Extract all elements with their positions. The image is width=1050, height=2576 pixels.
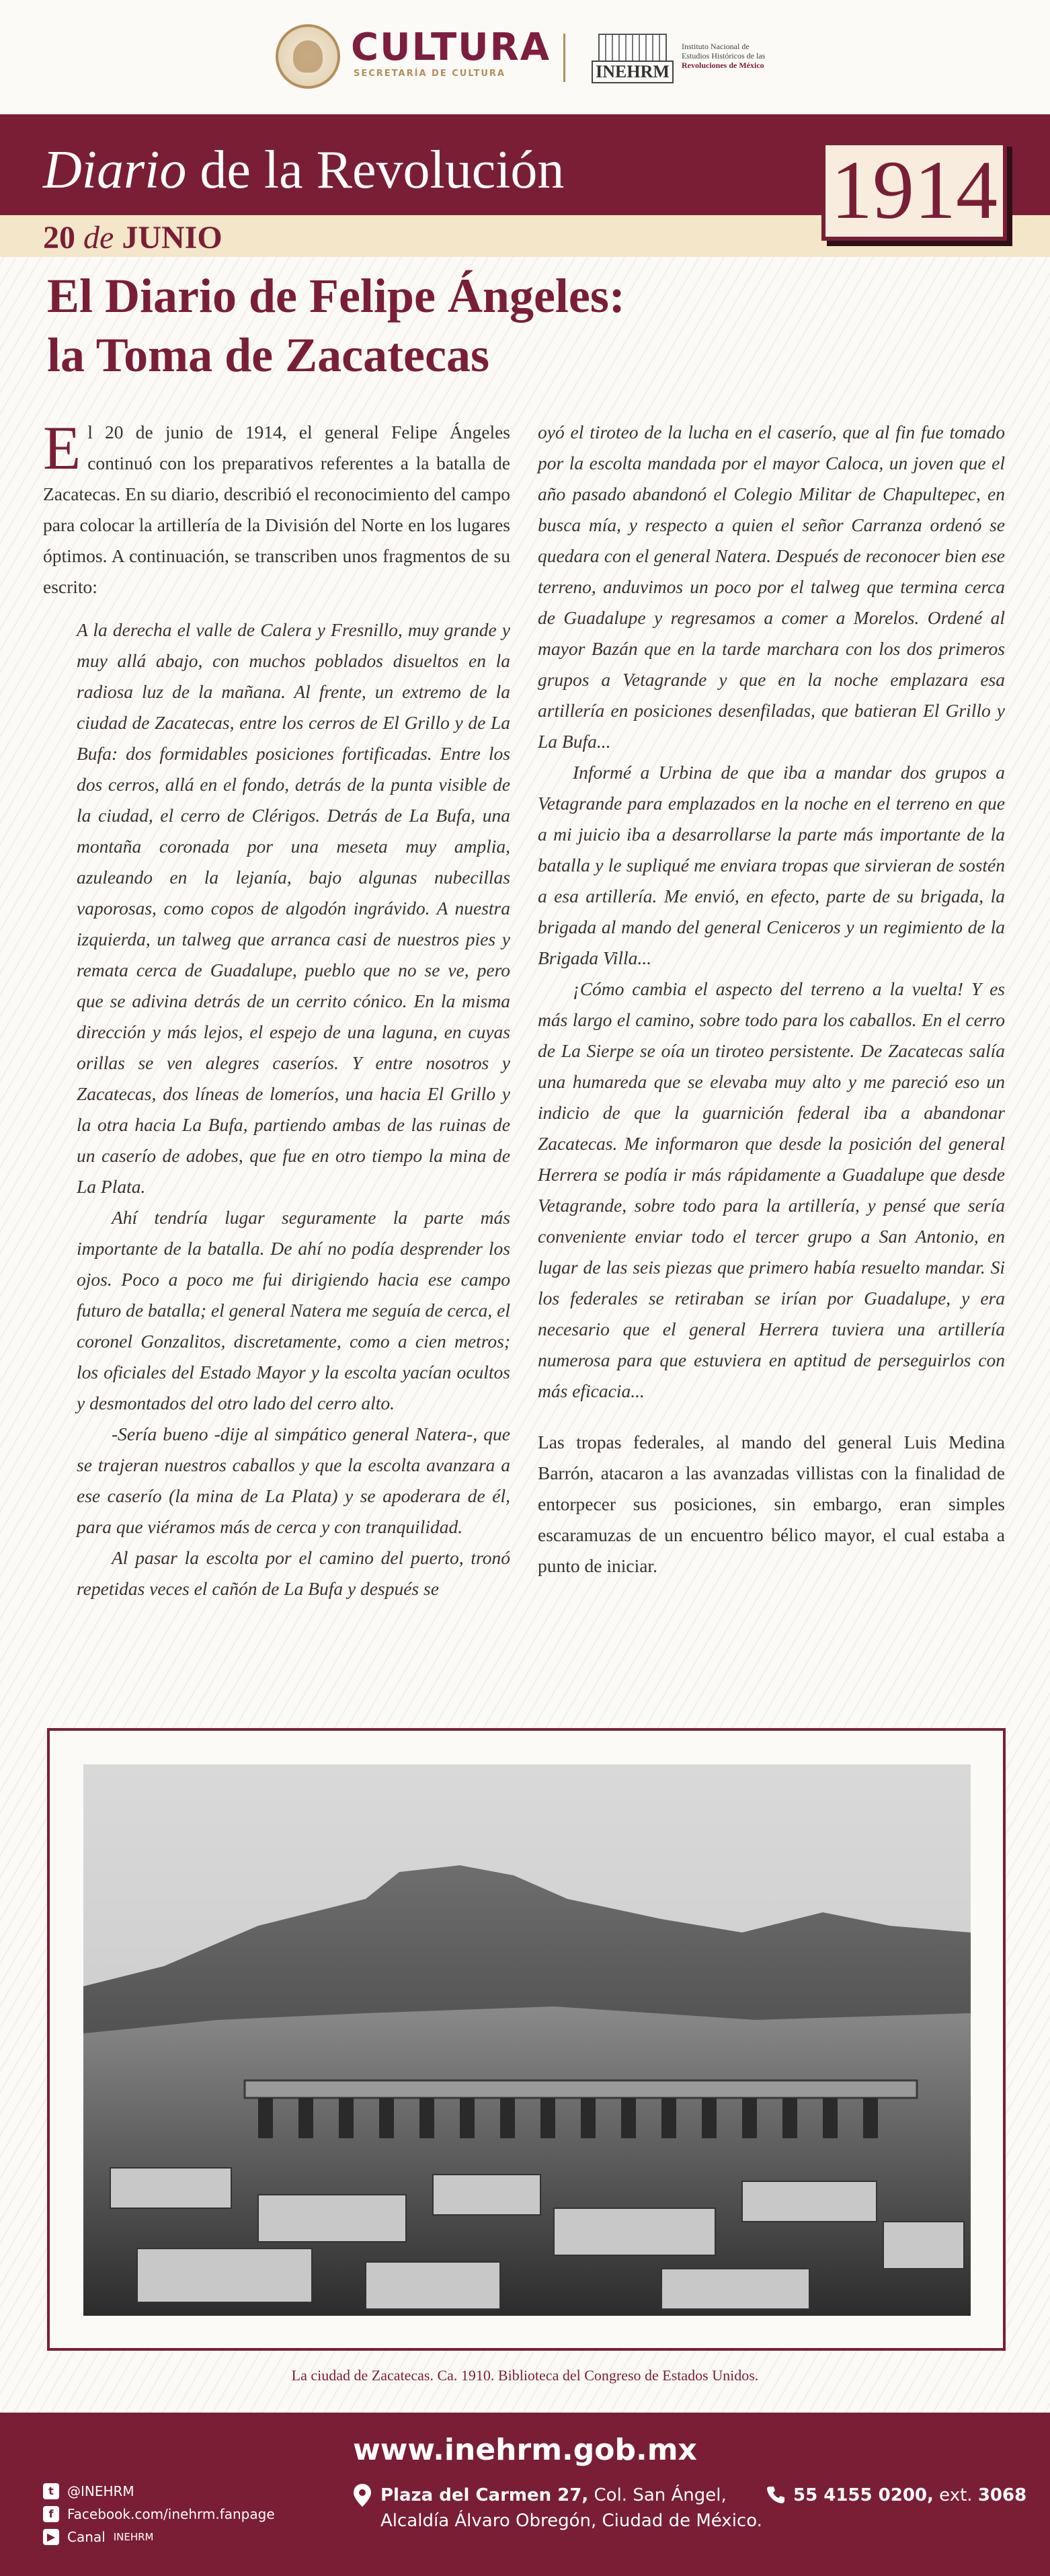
address	[380, 2483, 762, 2534]
photo-caption: La ciudad de Zacatecas. Ca. 1910. Biblioteca del Congreso de Estados Unidos.	[291, 2367, 759, 2384]
quote-paragraph: oyó el tiroteo de la lucha en el caserío, que al fin fue tomado por la escolta mandada por el mayor Caloca, un joven que el año pasado abandonó el Colegio Militar de Chapultepec, en busca mía, y respecto a quien el señor Carranza ordenó se quedara con el general Natera. Después de reconocer bien ese terreno, anduvimos un poco por el talweg que termina cerca de Guadalupe y regresamos a comer a Morelos. Ordené al mayor Bazán que en la tarde marchara con los dos primeros grupos a Vetagrande y que en la noche emplazara esa artillería en posiciones desenfiladas, que batieran El Grillo y La Bufa...	[538, 422, 1005, 752]
quote-paragraph: ¡Cómo cambia el aspecto del terreno a la vuelta! Y es más largo el camino, sobre todo para los caballos. En el cerro de La Sierpe se oía un tiroteo persistente. De Zacatecas salía una humareda que se elevaba muy alto y me pareció eso un indicio de que la guarnición federal iba a abandonar Zacatecas. Me informaron que desde la posición del general Herrera se podía ir más rápidamente a Guadalupe que desde Vetagrande, sobre todo para la artillería, y pensé que sería conveniente enviar todo el tercer grupo a San Antonio, en lugar de las seis piezas que primero había resuelto mandar. Si los federales se retiraban se irían por Guadalupe, y era necesario que el general Herrera tuviera una artillería numerosa para que estuviera en aptitud de perseguirlos con más eficacia...	[538, 978, 1005, 1401]
phone-main: 55 4155 0200,	[793, 2485, 934, 2505]
inehrm-description	[682, 42, 789, 70]
quote-paragraph: Ahí tendría lugar seguramente la parte más importante de la batalla. De ahí no podía desprender los ojos. Poco a poco me fui dirigiendo hacia ese campo futuro de batalla; el general Natera me seguía de cerca, el coronel Gonzalitos, discretamente, como a cien metros; los oficiales del Estado Mayor y la escolta yacían ocultos y desmontados del otro lado del cerro alto.	[77, 1207, 510, 1413]
year-badge: 1914	[821, 141, 1007, 241]
left-quote	[77, 615, 510, 1604]
inehrm-logo	[592, 34, 674, 82]
date-label	[43, 221, 223, 256]
youtube-icon: ▶	[43, 2529, 59, 2545]
left-column	[43, 414, 510, 1604]
mexico-seal-icon	[276, 24, 340, 89]
phone-ext: 3068	[977, 2485, 1027, 2505]
building-icon	[598, 34, 667, 61]
inehrm-desc-line1: Instituto Nacional de	[682, 42, 750, 51]
headline-line2: la Toma de Zacatecas	[47, 328, 489, 382]
location-pin-icon	[354, 2484, 371, 2507]
drop-cap: E	[43, 414, 81, 482]
quote-paragraph: A la derecha el valle de Calera y Fresnillo, muy grande y muy allá abajo, con muchos poblados disueltos en la radiosa luz de la mañana. Al frente, un extremo de la ciudad de Zacatecas, entre los cerros de El Grillo y de La Bufa: dos formidables posiciones fortificadas. Entre los dos cerros, allá en el fondo, detrás de la punta visible de la ciudad, el cerro de Clérigos. Detrás de La Bufa, una montaña coronada por una meseta muy amplia, azuleando en la lejanía, bajo algunas nubecillas vaporosas, como copos de algodón ingrávido. A nuestra izquierda, un talweg que arranca casi de nuestros pies y remata cerca de Guadalupe, pueblo que no se ve, pero que se adivina detrás de un cerrito cónico. En la misma dirección y más lejos, el espejo de una laguna, en cuyas orillas se ven alegres caseríos. Y entre nosotros y Zacatecas, dos líneas de lomeríos, una hacia El Grillo y la otra hacia La Bufa, partiendo ambas de las ruinas de un caserío de adobes, que fue en otro tiempo la mina de La Plata.	[77, 619, 510, 1197]
right-quote	[538, 417, 1005, 1407]
inehrm-abbr: INEHRM	[592, 61, 674, 83]
banner-title-italic: Diario	[43, 141, 187, 200]
zacatecas-photo	[83, 1764, 971, 2316]
article-headline	[47, 266, 921, 385]
facebook-link[interactable]	[43, 2503, 275, 2526]
twitter-handle: @INEHRM	[67, 2483, 134, 2499]
intro-text: l 20 de junio de 1914, el general Felipe Ángeles continuó con los preparativos referentes a la batalla de Zacatecas. En su diario, describió el reconocimiento del campo para colocar la artillería de la División del Norte en los lugares óptimos. A continuación, se transcriben unos fragmentos de su escrito:	[43, 422, 510, 597]
inehrm-desc-line3: Revoluciones de México	[682, 61, 764, 70]
photo-illustration	[83, 1764, 971, 2316]
youtube-name: INEHRM	[113, 2531, 154, 2543]
quote-paragraph: Al pasar la escolta por el camino del puerto, tronó repetidas veces el cañón de La Bufa y después se	[77, 1547, 510, 1599]
intro-paragraph	[43, 414, 510, 602]
facebook-icon: f	[43, 2506, 59, 2522]
social-links	[43, 2480, 275, 2548]
twitter-link[interactable]	[43, 2480, 275, 2503]
website-link[interactable]: www.inehrm.gob.mx	[353, 2433, 697, 2467]
phone-ext-label: ext.	[933, 2485, 978, 2505]
date-de: de	[83, 220, 114, 256]
address-colony: Col. San Ángel,	[588, 2485, 727, 2505]
banner-title-rest: de la Revolución	[186, 141, 565, 200]
youtube-link[interactable]	[43, 2526, 275, 2548]
footer	[0, 2413, 1050, 2576]
inehrm-desc-line2: Estudios Históricos de las	[682, 51, 766, 61]
address-street: Plaza del Carmen 27,	[380, 2485, 589, 2505]
twitter-icon: t	[43, 2483, 59, 2499]
quote-paragraph: Informé a Urbina de que iba a mandar dos grupos a Vetagrande para emplazados en la noche en el terreno en que a mi juicio iba a desarrollarse la parte más importante de la batalla y le supliqué me enviara tropas que sirvieran de sostén a esa artillería. Me envió, en efecto, parte de su brigada, la brigada al mando del general Ceniceros y un regimiento de la Brigada Villa...	[538, 762, 1005, 968]
quote-paragraph: -Sería bueno -dije al simpático general Natera-, que se trajeran nuestros caballos y que la escolta avanzara a ese caserío (la mina de La Plata) y se apoderara de él, para que viéramos más de cerca y con tranquilidad.	[77, 1423, 510, 1537]
date-month: JUNIO	[122, 220, 223, 256]
cultura-subtitle: SECRETARÍA DE CULTURA	[354, 69, 506, 79]
banner-title	[43, 140, 564, 200]
right-column	[538, 417, 1005, 1582]
phone-number[interactable]	[793, 2483, 1026, 2508]
youtube-prefix: Canal	[67, 2529, 106, 2545]
photo-frame	[47, 1728, 1006, 2351]
cultura-logo-text: CULTURA	[351, 26, 551, 69]
date-day: 20	[43, 220, 75, 256]
phone-icon	[766, 2485, 785, 2504]
address-line2: Alcaldía Álvaro Obregón, Ciudad de México.	[380, 2511, 762, 2531]
headline-line1: El Diario de Felipe Ángeles:	[47, 269, 625, 323]
header-logos	[0, 20, 1050, 94]
closing-paragraph: Las tropas federales, al mando del general Luis Medina Barrón, atacaron a las avanzadas villistas con la finalidad de entorpecer sus posiciones, sin embargo, eran simples escaramuzas de un encuentro bélico mayor, el cual estaba a punto de iniciar.	[538, 1432, 1005, 1576]
facebook-url: Facebook.com/inehrm.fanpage	[67, 2506, 275, 2522]
logo-divider	[563, 34, 565, 82]
